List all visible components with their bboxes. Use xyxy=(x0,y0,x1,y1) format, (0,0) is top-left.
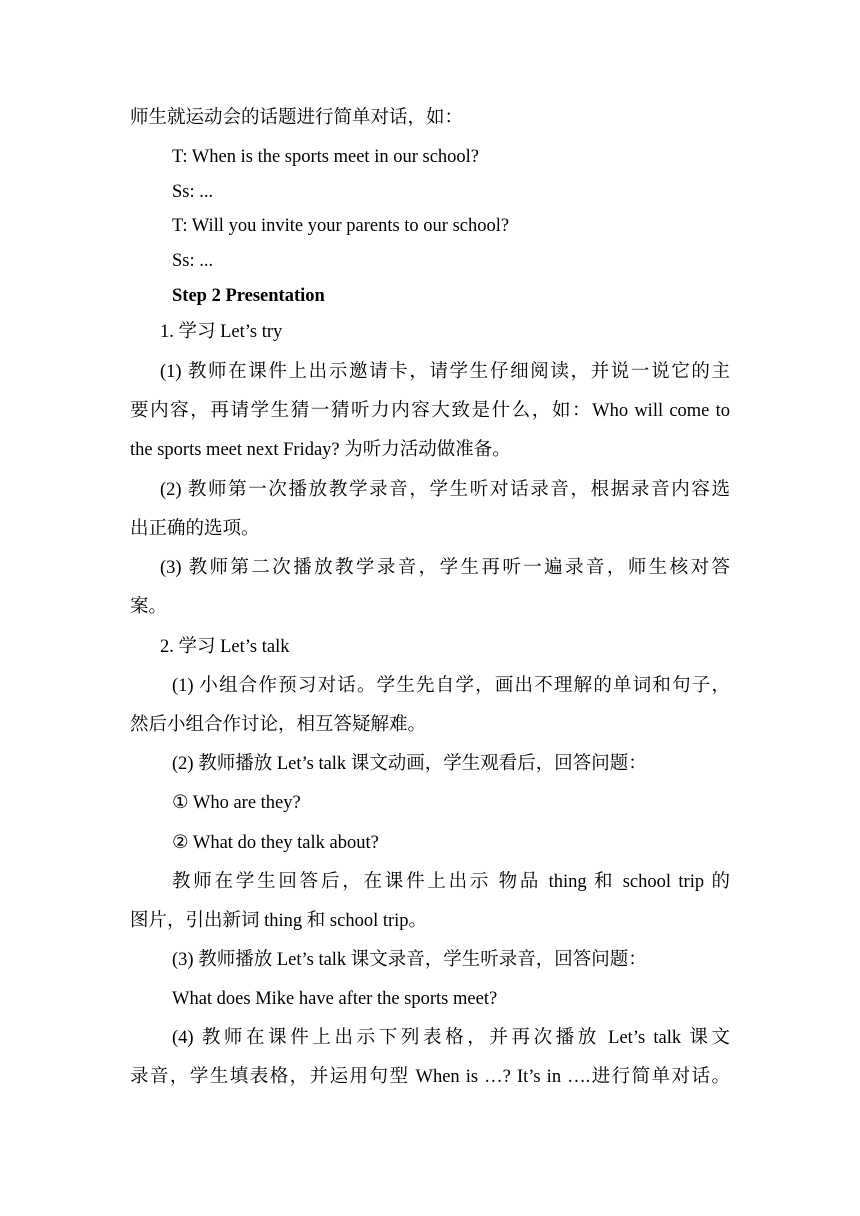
dialogue-students-line-1: Ss: ... xyxy=(172,182,214,202)
paragraph-line: (2) 教师播放 Let’s talk 课文动画，学生观看后，回答问题： xyxy=(172,754,647,774)
question-item: ② What do they talk about? xyxy=(172,833,379,853)
intro-line: 师生就运动会的话题进行简单对话，如： xyxy=(130,108,464,128)
step-heading: Step 2 Presentation xyxy=(172,286,325,306)
paragraph-line: (4) 教师在课件上出示下列表格，并再次播放 Let’s talk 课文 xyxy=(172,1028,730,1048)
section-heading-lets-try: 1. 学习 Let’s try xyxy=(160,322,283,342)
section-heading-lets-talk: 2. 学习 Let’s talk xyxy=(160,637,290,657)
question-item: ① Who are they? xyxy=(172,793,301,813)
paragraph-line: (2) 教师第一次播放教学录音，学生听对话录音，根据录音内容选 xyxy=(160,480,730,500)
question-item: What does Mike have after the sports meet? xyxy=(172,989,498,1009)
dialogue-teacher-line-1: T: When is the sports meet in our school? xyxy=(172,147,480,167)
paragraph-line: the sports meet next Friday? 为听力活动做准备。 xyxy=(130,440,511,460)
paragraph-line: (1) 教师在课件上出示邀请卡，请学生仔细阅读，并说一说它的主 xyxy=(160,362,730,382)
paragraph-line: 要内容，再请学生猜一猜听力内容大致是什么，如：Who will come to xyxy=(130,401,730,421)
paragraph-line: (1) 小组合作预习对话。学生先自学，画出不理解的单词和句子， xyxy=(172,676,730,696)
paragraph-line: 然后小组合作讨论，相互答疑解难。 xyxy=(130,715,427,735)
dialogue-teacher-line-2: T: Will you invite your parents to our school? xyxy=(172,216,510,236)
paragraph-line: 出正确的选项。 xyxy=(130,519,260,539)
dialogue-students-line-2: Ss: ... xyxy=(172,251,214,271)
paragraph-line: 教师在学生回答后，在课件上出示 物品 thing 和 school trip 的 xyxy=(172,872,730,892)
paragraph-line: 图片，引出新词 thing 和 school trip。 xyxy=(130,911,428,931)
paragraph-line: 案。 xyxy=(130,597,168,617)
paragraph-line: 录音，学生填表格，并运用句型 When is …? It’s in ….进行简单对话。 xyxy=(130,1067,730,1087)
paragraph-line: (3) 教师播放 Let’s talk 课文录音，学生听录音，回答问题： xyxy=(172,950,647,970)
paragraph-line: (3) 教师第二次播放教学录音，学生再听一遍录音，师生核对答 xyxy=(160,558,730,578)
